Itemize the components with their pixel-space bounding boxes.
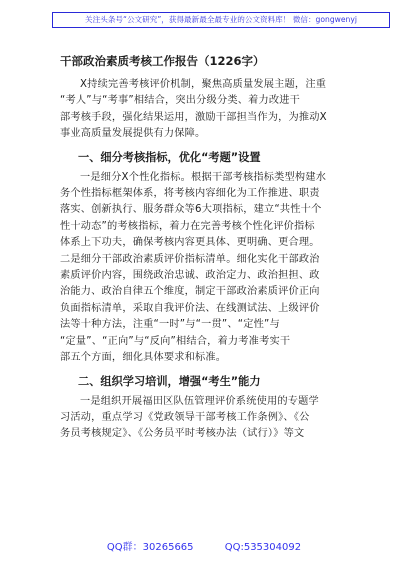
section1-paragraph-1 — [60, 170, 360, 252]
text-line: 体系上下功夫，确保考核内容更具体、更明确、更合理。 — [60, 237, 320, 249]
text-line: 务员考核规定》、《公务员平时考核办法（试行）》等文 — [60, 428, 305, 440]
text-line: X持续完善考核评价机制，聚焦高质量发展主题，注重 — [80, 79, 327, 90]
text-line: “定量”、“正向”与“反向”相结合，着力考准考实干 — [60, 335, 291, 347]
text-line: 性十动态”的考核指标，着力在完善考核个性化评价指标 — [60, 220, 315, 232]
text-line: 素质评价内容，围绕政治忠诚、政治定力、政治担担、政 — [60, 270, 320, 282]
text-line: “考人”与“考事”相结合，突出分级分类、着力改进干 — [60, 95, 301, 107]
text-line: 一是组织开展福田区队伍管理评价系统使用的专题学 — [80, 395, 319, 407]
section1-paragraph-2 — [60, 252, 360, 367]
text-line: 部考核手段，强化结果运用，激励干部担当作为，为推动X — [60, 111, 327, 123]
text-line: 事业高质量发展提供有力保障。 — [60, 128, 206, 140]
section-heading-1: 一、细分考核指标，优化“考题”设置 — [78, 150, 261, 164]
section-heading-2: 二、组织学习培训，增强“考生”能力 — [78, 374, 261, 388]
text-line: 负面指标清单，采取自我评价法、在线测试法、上级评价 — [60, 302, 320, 314]
text-line: 部五个方面，细化具体要求和标准。 — [60, 352, 227, 364]
text-line: 治能力、政治自律五个维度，制定干部政治素质评价正向 — [60, 286, 320, 298]
text-line: 一是细分X个性化指标。根据干部考核指标类型构建水 — [80, 171, 327, 183]
intro-paragraph — [60, 77, 360, 143]
section2-paragraph-1 — [60, 394, 360, 443]
document-title: 干部政治素质考核工作报告（1226字） — [60, 54, 265, 68]
contact-footer — [0, 538, 408, 553]
text-line: 落实、创新执行、服务群众等6大项指标，建立“共性十个 — [60, 204, 322, 216]
qq-number-text: QQ:535304092 — [224, 542, 302, 553]
qq-group-text: QQ群：30265665 — [106, 542, 194, 553]
text-line: 务个性指标框架体系，将考核内容细化为工作推进、职责 — [60, 188, 320, 200]
text-line: 习活动，重点学习《党政领导干部考核工作条例》、《公 — [60, 411, 310, 423]
document-body — [60, 54, 360, 443]
text-line: 法等十种方法，注重“一时”与“一贯”、“定性”与 — [60, 319, 280, 331]
text-line: 二是细分干部政治素质评价指标清单。细化实化干部政治 — [60, 253, 320, 265]
promo-banner: 关注头条号“公文研究”，获得最新最全最专业的公文资料库！ 微信：gongwenyj — [52, 12, 390, 28]
